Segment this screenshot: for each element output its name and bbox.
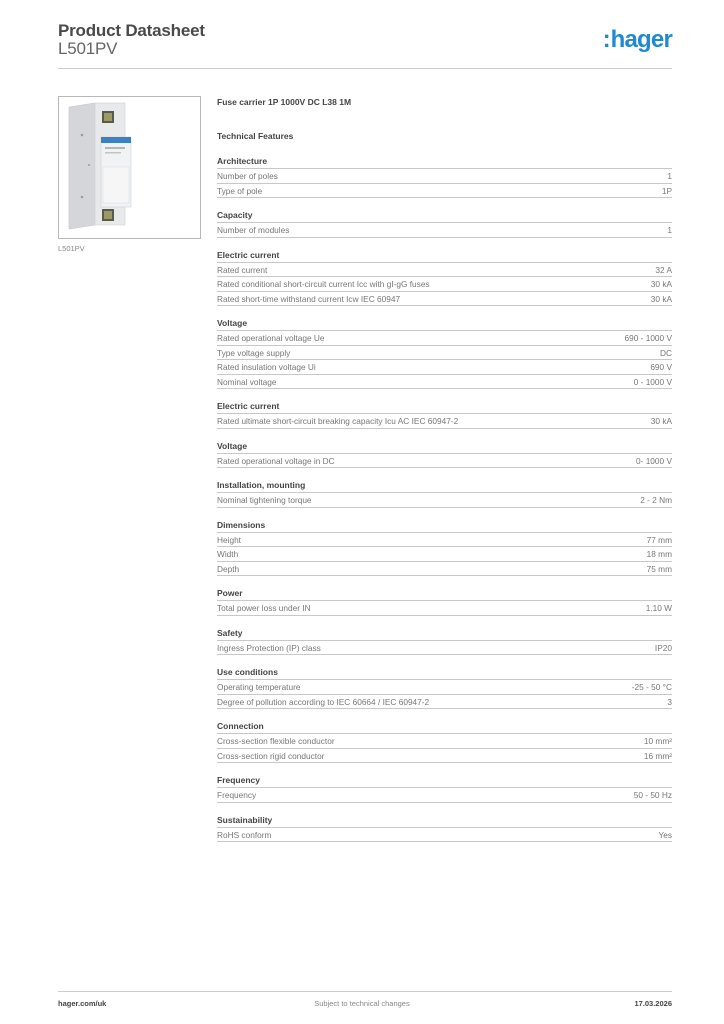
section-frequency [217, 775, 672, 803]
page-title: Product Datasheet [58, 21, 205, 40]
spec-value: 77 mm [646, 534, 672, 545]
spec-value: 32 A [655, 264, 672, 275]
section-voltage-2 [217, 441, 672, 469]
spec-value: 2 - 2 Nm [640, 495, 672, 506]
spec-row [217, 601, 672, 616]
spec-label: Frequency [217, 790, 257, 801]
spec-label: Nominal tightening torque [217, 495, 312, 506]
spec-row [217, 749, 672, 764]
footer-notice: Subject to technical changes [314, 999, 410, 1008]
spec-label: Cross-section rigid conductor [217, 750, 325, 761]
spec-label: Rated ultimate short-circuit breaking capacity Icu AC IEC 60947-2 [217, 416, 459, 427]
section-heading: Architecture [217, 156, 672, 169]
product-image-caption: L501PV [58, 244, 85, 253]
spec-value: 16 mm² [643, 750, 672, 761]
section-power [217, 588, 672, 616]
spec-label: Cross-section flexible conductor [217, 736, 335, 747]
spec-row [217, 493, 672, 508]
spec-label: Rated conditional short-circuit current Icc with gI-gG fuses [217, 279, 430, 290]
spec-row [217, 414, 672, 429]
spec-label: Rated operational voltage Ue [217, 333, 325, 344]
spec-label: Ingress Protection (IP) class [217, 642, 321, 653]
logo-text: hager [610, 26, 672, 53]
section-architecture [217, 156, 672, 198]
header-divider [58, 68, 672, 69]
spec-value: DC [660, 347, 672, 358]
section-heading: Installation, mounting [217, 480, 672, 493]
spec-row [217, 184, 672, 199]
spec-label: Width [217, 549, 239, 560]
spec-row [217, 828, 672, 843]
section-sustainability [217, 815, 672, 843]
spec-row [217, 788, 672, 803]
section-heading: Safety [217, 628, 672, 641]
footer-website-link[interactable]: hager.com/uk [58, 999, 107, 1008]
spec-value: -25 - 50 °C [631, 682, 672, 693]
spec-label: RoHS conform [217, 829, 272, 840]
section-electric-current-2 [217, 401, 672, 429]
section-heading: Electric current [217, 250, 672, 263]
fuse-carrier-illustration [59, 97, 200, 238]
spec-value: 30 kA [650, 416, 672, 427]
spec-label: Nominal voltage [217, 376, 277, 387]
product-name: Fuse carrier 1P 1000V DC L38 1M [217, 97, 352, 107]
spec-value: 75 mm [646, 563, 672, 574]
spec-row [217, 695, 672, 710]
section-heading: Voltage [217, 441, 672, 454]
hager-logo [603, 28, 672, 52]
section-installation-mounting [217, 480, 672, 508]
spec-label: Degree of pollution according to IEC 60664 / IEC 60947-2 [217, 696, 430, 707]
spec-value: 1 [667, 171, 672, 182]
spec-value: 50 - 50 Hz [633, 790, 672, 801]
spec-row [217, 454, 672, 469]
spec-value: 0 - 1000 V [633, 376, 672, 387]
spec-label: Total power loss under IN [217, 603, 311, 614]
spec-value: 18 mm [646, 549, 672, 560]
spec-row [217, 680, 672, 695]
spec-value: 0- 1000 V [636, 455, 672, 466]
spec-row [217, 346, 672, 361]
spec-row [217, 223, 672, 238]
spec-value: 30 kA [650, 293, 672, 304]
spec-label: Rated current [217, 264, 268, 275]
section-use-conditions [217, 667, 672, 709]
section-heading: Frequency [217, 775, 672, 788]
logo-colon: : [602, 26, 610, 53]
spec-label: Rated short-time withstand current Icw IEC 60947 [217, 293, 401, 304]
spec-value: IP20 [654, 642, 672, 653]
section-heading: Use conditions [217, 667, 672, 680]
spec-label: Operating temperature [217, 682, 301, 693]
spec-label: Height [217, 534, 241, 545]
section-heading: Connection [217, 721, 672, 734]
spec-value: Yes [658, 829, 672, 840]
spec-value: 1P [661, 185, 672, 196]
footer-divider [58, 991, 672, 992]
section-heading: Dimensions [217, 520, 672, 533]
section-heading: Power [217, 588, 672, 601]
section-dimensions [217, 520, 672, 577]
spec-value: 10 mm² [643, 736, 672, 747]
spec-label: Type of pole [217, 185, 263, 196]
section-heading: Sustainability [217, 815, 672, 828]
section-heading: Voltage [217, 318, 672, 331]
spec-row [217, 169, 672, 184]
spec-row [217, 533, 672, 548]
spec-row [217, 360, 672, 375]
section-heading: Capacity [217, 210, 672, 223]
product-image [58, 96, 201, 239]
section-electric-current [217, 250, 672, 307]
spec-value: 30 kA [650, 279, 672, 290]
spec-label: Number of poles [217, 171, 278, 182]
spec-row [217, 562, 672, 577]
spec-row [217, 547, 672, 562]
spec-row [217, 375, 672, 390]
spec-label: Depth [217, 563, 240, 574]
section-voltage [217, 318, 672, 389]
spec-label: Number of modules [217, 225, 290, 236]
spec-row [217, 734, 672, 749]
spec-row [217, 292, 672, 307]
technical-features-heading: Technical Features [217, 131, 294, 141]
spec-row [217, 641, 672, 656]
spec-value: 1 [667, 225, 672, 236]
section-heading: Electric current [217, 401, 672, 414]
section-capacity [217, 210, 672, 238]
footer-date: 17.03.2026 [634, 999, 672, 1008]
spec-value: 1.10 W [645, 603, 672, 614]
technical-content [217, 96, 672, 842]
spec-row [217, 277, 672, 292]
spec-value: 3 [667, 696, 672, 707]
spec-label: Rated insulation voltage Ui [217, 362, 316, 373]
spec-label: Rated operational voltage in DC [217, 455, 335, 466]
spec-value: 690 V [650, 362, 672, 373]
section-safety [217, 628, 672, 656]
section-connection [217, 721, 672, 763]
product-reference: L501PV [58, 39, 118, 58]
spec-value: 690 - 1000 V [624, 333, 672, 344]
spec-row [217, 331, 672, 346]
spec-row [217, 263, 672, 278]
spec-label: Type voltage supply [217, 347, 291, 358]
